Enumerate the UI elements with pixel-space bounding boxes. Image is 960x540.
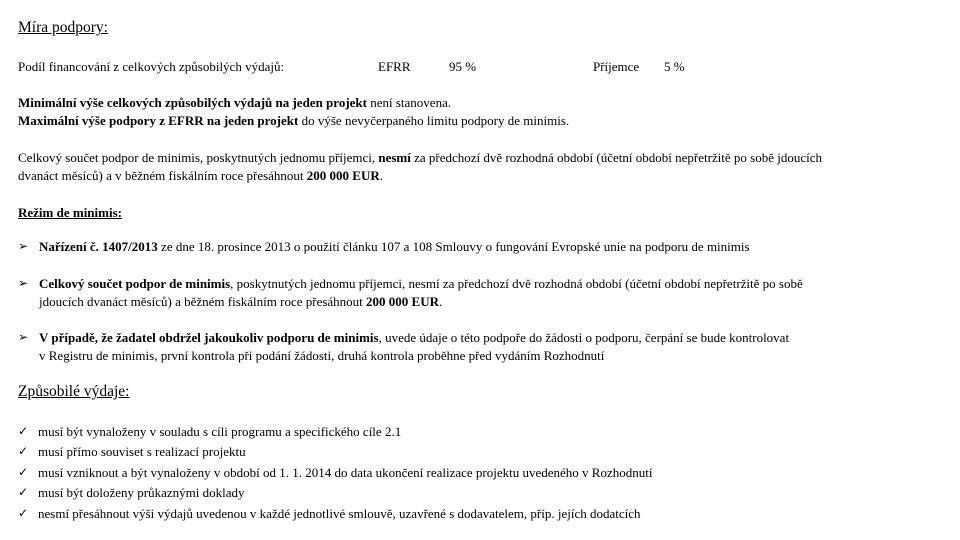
checkmark-icon: ✓ [18, 444, 29, 458]
item-text: musí být doloženy průkaznými doklady [38, 485, 245, 500]
checkmark-icon: ✓ [18, 506, 29, 520]
zpusobile-vydaje-heading: Způsobilé výdaje: [18, 383, 130, 400]
arrow-bullet-icon: ➢ [18, 330, 29, 344]
checkmark-icon: ✓ [18, 424, 29, 438]
min-vyse-rest: není stanovena. [366, 95, 452, 110]
max-vyse-line [18, 111, 569, 130]
paragraph-bold: nesmí [378, 150, 411, 165]
checkmark-icon: ✓ [18, 465, 29, 479]
paragraph-bold: 200 000 EUR [306, 168, 380, 183]
arrow-bullet-icon: ➢ [18, 276, 29, 290]
item-bold: Nařízení č. 1407/2013 [39, 239, 158, 254]
paragraph-text: dvanáct měsíců) a v běžném fiskálním roce přesáhnout [18, 168, 307, 183]
min-vyse-bold: Minimální výše celkových způsobilých výdajů na jeden projekt [18, 95, 367, 110]
item-bold: V případě, že žadatel obdržel jakoukoliv podporu de minimis [39, 330, 379, 345]
paragraph-text: . [379, 168, 383, 183]
podil-financovani-label: Podíl financování z celkových způsobilých výdajů: [18, 59, 285, 74]
rezim-item-3-line2: v Registru de minimis, první kontrola při podání žádosti, druhá kontrola proběhne před vydáním Rozhodnutí [39, 348, 605, 363]
rezim-item-2-line2 [39, 292, 442, 311]
paragraph-text: Celkový součet podpor de minimis, poskytnutých jednomu příjemci, [18, 150, 379, 165]
item-text: , uvede údaje o této podpoře do žádosti o podporu, čerpání se bude kontrolovat [378, 330, 790, 345]
item-bold: Celkový součet podpor de minimis [39, 276, 231, 291]
checkmark-icon: ✓ [18, 485, 29, 499]
item-text: , poskytnutých jednomu příjemci, nesmí za předchozí dvě rozhodná období (účetní období nepřetržitě po sobě [230, 276, 803, 291]
de-minimis-paragraph-line2 [18, 166, 383, 185]
item-text: . [439, 294, 443, 309]
efrr-value: 95 % [449, 59, 477, 74]
paragraph-text: za předchozí dvě rozhodná období (účetní období nepřetržitě po sobě jdoucích [410, 150, 823, 165]
item-bold: 200 000 EUR [366, 294, 439, 309]
arrow-bullet-icon: ➢ [18, 239, 29, 253]
item-text: nesmí přesáhnout výši výdajů uvedenou v každé jednotlivé smlouvě, uzavřené s dodavatelem, příp. jejích dodatcích [38, 506, 641, 521]
mira-podpory-heading: Míra podpory: [18, 19, 108, 36]
item-text: musí vzniknout a být vynaloženy v období od 1. 1. 2014 do data ukončení realizace projektu uvedeného v Rozhodnutí [38, 465, 653, 480]
max-vyse-rest: do výše nevyčerpaného limitu podpory de minimis. [298, 113, 570, 128]
de-minimis-paragraph-line1 [18, 148, 822, 167]
rezim-heading: Režim de minimis: [18, 205, 122, 220]
prijemce-label: Příjemce [593, 59, 640, 74]
efrr-label: EFRR [378, 59, 411, 74]
item-text: jdoucích dvanáct měsíců) a běžném fiskálním roce přesáhnout [39, 294, 367, 309]
max-vyse-bold: Maximální výše podpory z EFRR na jeden projekt [18, 113, 299, 128]
prijemce-value: 5 % [664, 59, 685, 74]
min-vyse-line [18, 93, 451, 112]
item-text: musí být vynaloženy v souladu s cíli programu a specifického cíle 2.1 [38, 424, 402, 439]
item-text: musí přímo souviset s realizací projektu [38, 444, 246, 459]
item-text: ze dne 18. prosince 2013 o použití článku 107 a 108 Smlouvy o fungování Evropské unie na podporu de minimis [157, 239, 750, 254]
